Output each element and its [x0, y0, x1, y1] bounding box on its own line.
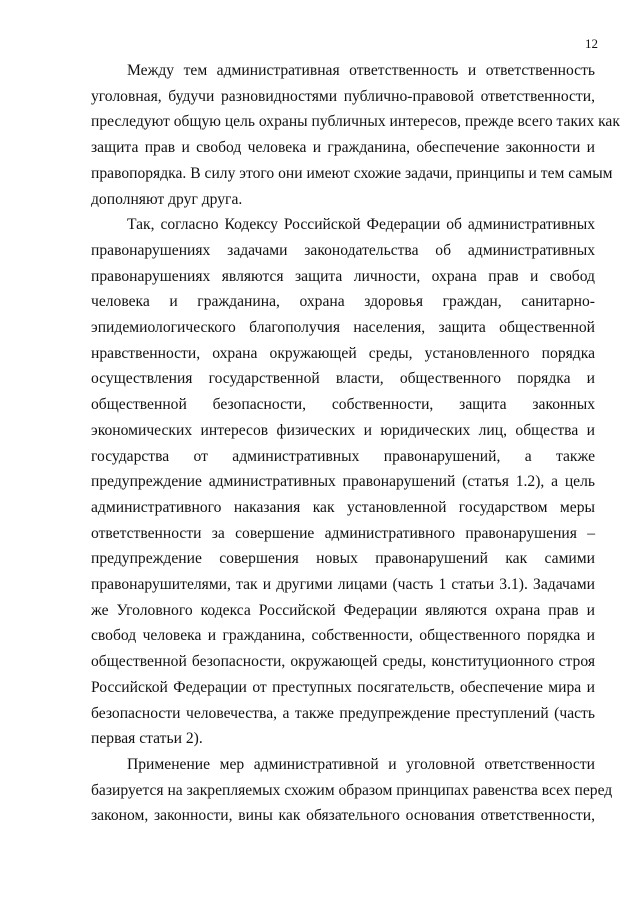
page-number: 12	[585, 36, 598, 51]
text-line: предупреждение совершения новых правонарушений как самими	[91, 550, 595, 568]
text-line: экономических интересов физических и юридических лиц, общества и	[91, 421, 595, 439]
text-line: защита прав и свобод человека и гражданина, обеспечение законности и	[91, 139, 595, 157]
text-line: преследуют общую цель охраны публичных интересов, прежде всего таких как	[91, 113, 620, 131]
paragraph-3	[91, 752, 613, 829]
paragraph-2	[91, 212, 595, 752]
text-line: свобод человека и гражданина, собственности, общественного порядка и	[91, 627, 595, 645]
text-line: базируется на закрепляемых схожим образом принципах равенства всех перед	[91, 781, 613, 799]
paragraph-1	[91, 58, 620, 212]
text-line: Так, согласно Кодексу Российской Федерации об административных	[127, 216, 595, 234]
body-text	[91, 58, 620, 829]
text-line: правопорядка. В силу этого они имеют схожие задачи, принципы и тем самым	[91, 164, 613, 182]
text-line: правонарушениях задачами законодательства об административных	[91, 241, 595, 259]
text-line: государства от административных правонарушений, а также	[91, 447, 595, 465]
text-line: нравственности, охрана окружающей среды, установленного порядка	[91, 344, 595, 362]
text-line: законом, законности, вины как обязательного основания ответственности,	[91, 807, 595, 825]
text-line: Между тем административная ответственность и ответственность	[127, 62, 595, 79]
text-line: же Уголовного кодекса Российской Федерации являются охрана прав и	[91, 601, 595, 619]
text-line: осуществления государственной власти, общественного порядка и	[91, 370, 595, 388]
text-line: первая статьи 2).	[91, 730, 203, 748]
text-line: общественной безопасности, окружающей среды, конституционного строя	[91, 653, 595, 671]
text-line: предупреждение административных правонарушений (статья 1.2), а цель	[91, 473, 595, 491]
text-line: правонарушениях являются защита личности, охрана прав и свобод	[91, 267, 595, 285]
text-line: дополняют друг друга.	[91, 190, 243, 208]
text-line: общественной безопасности, собственности, защита законных	[91, 396, 595, 414]
text-line: безопасности человечества, а также предупреждение преступлений (часть	[91, 704, 595, 722]
text-line: правонарушителями, так и другими лицами (часть 1 статьи 3.1). Задачами	[91, 576, 595, 594]
text-line: Российской Федерации от преступных посягательств, обеспечение мира и	[91, 678, 595, 696]
text-line: административного наказания как установленной государством меры	[91, 498, 595, 516]
text-line: эпидемиологического благополучия населения, защита общественной	[91, 319, 595, 337]
text-line: ответственности за совершение административного правонарушения –	[91, 524, 595, 542]
text-line: Применение мер административной и уголовной ответственности	[127, 755, 595, 773]
text-line: человека и гражданина, охрана здоровья граждан, санитарно-	[91, 293, 595, 311]
text-line: уголовная, будучи разновидностями публично-правовой ответственности,	[91, 87, 595, 105]
